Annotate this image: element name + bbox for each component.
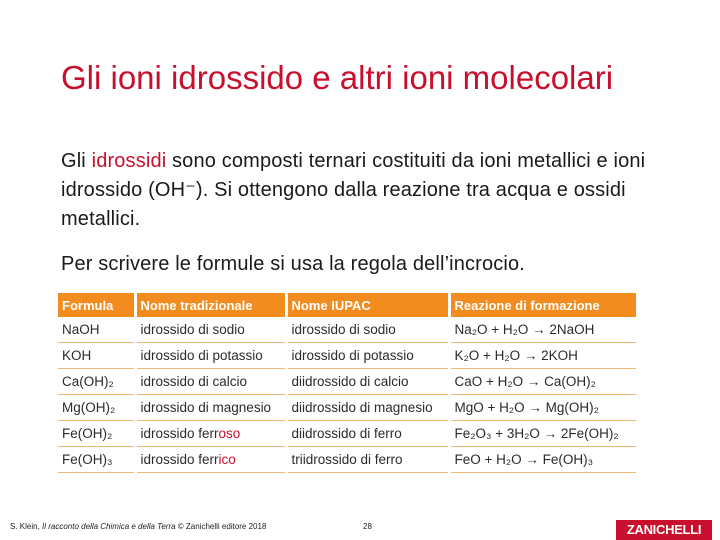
cell-formula: Fe(OH)₃ xyxy=(58,447,135,473)
cell-formula: NaOH xyxy=(58,317,135,343)
slide-title: Gli ioni idrossido e altri ioni molecolari xyxy=(61,59,614,97)
table-header-row xyxy=(58,293,636,317)
cell-iupac-name: idrossido di sodio xyxy=(286,317,449,343)
header-formula: Formula xyxy=(58,293,135,317)
hydroxides-table xyxy=(58,293,636,473)
cell-iupac-name: idrossido di potassio xyxy=(286,343,449,369)
cell-reaction: Na₂O + H₂O → 2NaOH xyxy=(449,317,636,343)
cell-iupac-name: diidrossido di ferro xyxy=(286,421,449,447)
table-row xyxy=(58,395,636,421)
cell-formula: Mg(OH)₂ xyxy=(58,395,135,421)
cell-formula: KOH xyxy=(58,343,135,369)
cell-formula: Fe(OH)₂ xyxy=(58,421,135,447)
table-row xyxy=(58,343,636,369)
cell-traditional-name: idrossido di potassio xyxy=(135,343,286,369)
page-number: 28 xyxy=(363,522,372,531)
intro-highlight-term: idrossidi xyxy=(91,150,167,172)
cell-formula: Ca(OH)₂ xyxy=(58,369,135,395)
header-traditional-name: Nome tradizionale xyxy=(135,293,286,317)
table-row xyxy=(58,447,636,473)
cell-iupac-name: triidrossido di ferro xyxy=(286,447,449,473)
footer-author: S. Klein, xyxy=(10,522,43,531)
rule-paragraph: Per scrivere le formule si usa la regola dell’incrocio. xyxy=(61,253,525,275)
cell-iupac-name: diidrossido di magnesio xyxy=(286,395,449,421)
intro-paragraph xyxy=(61,147,661,234)
cell-iupac-name: diidrossido di calcio xyxy=(286,369,449,395)
footer-publisher: © Zanichelli editore 2018 xyxy=(175,522,267,531)
table-row xyxy=(58,317,636,343)
intro-prefix: Gli xyxy=(61,150,92,172)
cell-reaction: MgO + H₂O → Mg(OH)₂ xyxy=(449,395,636,421)
intro-rest: sono composti ternari costituiti da ioni metallici e ioni idrossido (OH⁻). Si ottengono dalla reazione tra acqua e ossidi metallici. xyxy=(61,150,646,230)
table-row xyxy=(58,421,636,447)
table-row xyxy=(58,369,636,395)
header-reaction: Reazione di formazione xyxy=(449,293,636,317)
cell-traditional-name: idrossido di sodio xyxy=(135,317,286,343)
cell-traditional-name: idrossido di calcio xyxy=(135,369,286,395)
cell-reaction: Fe₂O₃ + 3H₂O → 2Fe(OH)₂ xyxy=(449,421,636,447)
cell-reaction: K₂O + H₂O → 2KOH xyxy=(449,343,636,369)
publisher-logo: ZANICHELLI xyxy=(616,520,712,540)
cell-reaction: CaO + H₂O → Ca(OH)₂ xyxy=(449,369,636,395)
footer-credit xyxy=(10,522,266,531)
footer-book-title: Il racconto della Chimica e della Terra xyxy=(42,522,176,531)
cell-traditional-name: idrossido di magnesio xyxy=(135,395,286,421)
cell-reaction: FeO + H₂O → Fe(OH)₃ xyxy=(449,447,636,473)
cell-traditional-name: idrossido ferrico xyxy=(135,447,286,473)
header-iupac-name: Nome IUPAC xyxy=(286,293,449,317)
cell-traditional-name: idrossido ferroso xyxy=(135,421,286,447)
